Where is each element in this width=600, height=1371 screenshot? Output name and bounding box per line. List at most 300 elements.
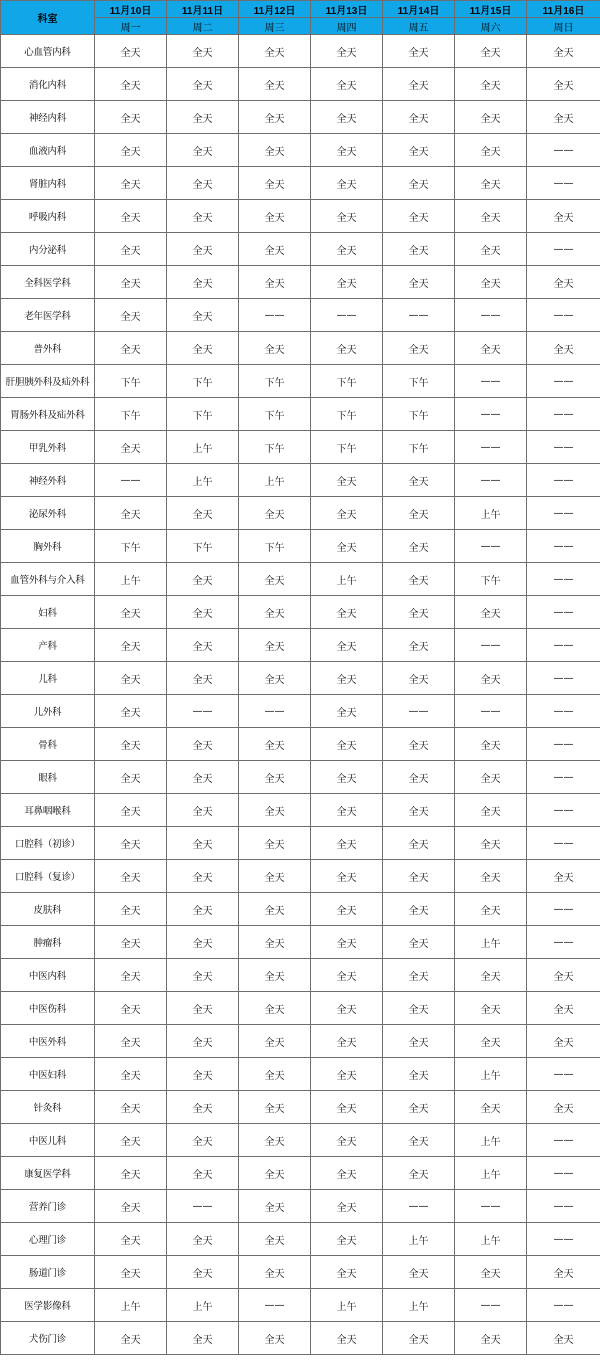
weekday-header-cell: 周四 — [311, 18, 383, 35]
schedule-cell: 全天 — [455, 662, 527, 695]
schedule-cell: 全天 — [239, 35, 311, 68]
schedule-cell: —— — [527, 761, 600, 794]
schedule-cell: 全天 — [167, 959, 239, 992]
table-row — [1, 1223, 600, 1256]
schedule-cell: 全天 — [455, 233, 527, 266]
schedule-cell: —— — [383, 299, 455, 332]
schedule-cell: —— — [527, 794, 600, 827]
table-row — [1, 926, 600, 959]
schedule-cell: —— — [167, 1190, 239, 1223]
schedule-cell: 全天 — [167, 1322, 239, 1355]
table-row — [1, 1058, 600, 1091]
schedule-cell: 全天 — [95, 827, 167, 860]
schedule-cell: 全天 — [383, 200, 455, 233]
schedule-cell: 全天 — [455, 794, 527, 827]
schedule-cell: 上午 — [167, 431, 239, 464]
schedule-cell: 全天 — [311, 761, 383, 794]
schedule-cell: 全天 — [167, 992, 239, 1025]
schedule-cell: 下午 — [383, 365, 455, 398]
schedule-cell: 全天 — [383, 464, 455, 497]
schedule-cell: 上午 — [167, 1289, 239, 1322]
schedule-cell: 全天 — [527, 200, 600, 233]
schedule-cell: 全天 — [455, 332, 527, 365]
schedule-cell: 全天 — [95, 332, 167, 365]
schedule-cell: 全天 — [167, 1091, 239, 1124]
department-name-cell: 肾脏内科 — [1, 167, 95, 200]
schedule-cell: 全天 — [311, 1025, 383, 1058]
schedule-cell: 全天 — [455, 761, 527, 794]
schedule-cell: 全天 — [239, 596, 311, 629]
schedule-cell: 全天 — [311, 332, 383, 365]
department-name-cell: 肠道门诊 — [1, 1256, 95, 1289]
schedule-cell: 全天 — [167, 827, 239, 860]
schedule-cell: —— — [455, 365, 527, 398]
schedule-cell: 全天 — [167, 860, 239, 893]
table-row — [1, 35, 600, 68]
department-name-cell: 耳鼻咽喉科 — [1, 794, 95, 827]
schedule-cell: 全天 — [239, 68, 311, 101]
department-name-cell: 中医内科 — [1, 959, 95, 992]
schedule-cell: 全天 — [239, 1157, 311, 1190]
department-name-cell: 眼科 — [1, 761, 95, 794]
schedule-cell: 上午 — [95, 563, 167, 596]
table-row — [1, 992, 600, 1025]
schedule-cell: 上午 — [239, 464, 311, 497]
department-name-cell: 神经内科 — [1, 101, 95, 134]
schedule-cell: 全天 — [383, 596, 455, 629]
schedule-cell: 上午 — [311, 1289, 383, 1322]
date-header-row — [1, 1, 600, 18]
table-row — [1, 101, 600, 134]
department-name-cell: 消化内科 — [1, 68, 95, 101]
department-name-cell: 营养门诊 — [1, 1190, 95, 1223]
schedule-cell: 全天 — [311, 1256, 383, 1289]
schedule-cell: 全天 — [95, 200, 167, 233]
department-name-cell: 内分泌科 — [1, 233, 95, 266]
schedule-cell: 全天 — [311, 200, 383, 233]
schedule-cell: 全天 — [95, 1091, 167, 1124]
schedule-cell: 全天 — [167, 761, 239, 794]
schedule-cell: 全天 — [239, 728, 311, 761]
schedule-cell: 全天 — [527, 266, 600, 299]
schedule-cell: 下午 — [311, 398, 383, 431]
schedule-cell: 全天 — [455, 200, 527, 233]
table-row — [1, 794, 600, 827]
schedule-cell: 全天 — [527, 1025, 600, 1058]
schedule-cell: 全天 — [167, 497, 239, 530]
schedule-cell: —— — [455, 431, 527, 464]
schedule-cell: 全天 — [239, 827, 311, 860]
schedule-cell: 全天 — [95, 431, 167, 464]
schedule-cell: 全天 — [239, 662, 311, 695]
weekday-header-cell: 周二 — [167, 18, 239, 35]
schedule-cell: 全天 — [95, 662, 167, 695]
schedule-cell: 全天 — [167, 629, 239, 662]
schedule-cell: 全天 — [239, 1190, 311, 1223]
department-name-cell: 普外科 — [1, 332, 95, 365]
schedule-cell: 全天 — [311, 1091, 383, 1124]
schedule-cell: 下午 — [239, 398, 311, 431]
department-name-cell: 骨科 — [1, 728, 95, 761]
schedule-cell: 全天 — [95, 629, 167, 662]
schedule-cell: —— — [455, 464, 527, 497]
schedule-cell: 全天 — [383, 1157, 455, 1190]
schedule-cell: 全天 — [167, 1058, 239, 1091]
date-header-cell: 11月15日 — [455, 1, 527, 18]
weekday-header-cell: 周日 — [527, 18, 600, 35]
schedule-cell: —— — [167, 695, 239, 728]
schedule-cell: 全天 — [527, 332, 600, 365]
department-name-cell: 呼吸内科 — [1, 200, 95, 233]
schedule-cell: 上午 — [95, 1289, 167, 1322]
schedule-cell: 全天 — [95, 1124, 167, 1157]
schedule-cell: 全天 — [95, 926, 167, 959]
schedule-cell: 下午 — [167, 530, 239, 563]
schedule-cell: 全天 — [167, 233, 239, 266]
schedule-cell: —— — [527, 299, 600, 332]
table-row — [1, 332, 600, 365]
schedule-cell: 全天 — [95, 695, 167, 728]
schedule-cell: —— — [527, 1157, 600, 1190]
schedule-cell: 全天 — [167, 794, 239, 827]
schedule-cell: 全天 — [311, 662, 383, 695]
department-name-cell: 儿外科 — [1, 695, 95, 728]
schedule-cell: 全天 — [311, 1058, 383, 1091]
schedule-cell: 全天 — [527, 860, 600, 893]
schedule-cell: 全天 — [383, 794, 455, 827]
schedule-cell: 下午 — [455, 563, 527, 596]
schedule-cell: 全天 — [455, 893, 527, 926]
schedule-cell: 全天 — [455, 1025, 527, 1058]
department-name-cell: 口腔科（初诊） — [1, 827, 95, 860]
schedule-cell: 全天 — [455, 167, 527, 200]
schedule-cell: 全天 — [383, 1322, 455, 1355]
schedule-cell: 全天 — [383, 959, 455, 992]
department-name-cell: 针灸科 — [1, 1091, 95, 1124]
schedule-cell: 全天 — [311, 629, 383, 662]
schedule-cell: 下午 — [239, 431, 311, 464]
schedule-cell: 上午 — [311, 563, 383, 596]
table-row — [1, 497, 600, 530]
schedule-cell: 全天 — [239, 959, 311, 992]
schedule-cell: —— — [527, 728, 600, 761]
department-name-cell: 肿瘤科 — [1, 926, 95, 959]
schedule-cell: 全天 — [455, 860, 527, 893]
schedule-cell: 全天 — [383, 101, 455, 134]
schedule-cell: —— — [527, 233, 600, 266]
department-name-cell: 泌尿外科 — [1, 497, 95, 530]
table-row — [1, 233, 600, 266]
schedule-cell: 全天 — [239, 332, 311, 365]
schedule-cell: 全天 — [311, 893, 383, 926]
table-row — [1, 1289, 600, 1322]
department-name-cell: 妇科 — [1, 596, 95, 629]
schedule-cell: —— — [455, 299, 527, 332]
schedule-cell: 上午 — [455, 1058, 527, 1091]
schedule-cell: 全天 — [455, 1256, 527, 1289]
schedule-cell: 下午 — [95, 398, 167, 431]
schedule-cell: 全天 — [311, 596, 383, 629]
schedule-cell: 全天 — [167, 1025, 239, 1058]
department-name-cell: 犬伤门诊 — [1, 1322, 95, 1355]
schedule-cell: 全天 — [455, 596, 527, 629]
table-body — [1, 35, 600, 1355]
department-name-cell: 全科医学科 — [1, 266, 95, 299]
schedule-cell: 全天 — [95, 233, 167, 266]
schedule-cell: 全天 — [311, 827, 383, 860]
schedule-cell: 全天 — [311, 68, 383, 101]
schedule-cell: 全天 — [383, 68, 455, 101]
schedule-cell: 全天 — [383, 35, 455, 68]
schedule-cell: 全天 — [383, 563, 455, 596]
schedule-cell: 全天 — [167, 1157, 239, 1190]
schedule-cell: 全天 — [95, 728, 167, 761]
schedule-cell: 全天 — [527, 101, 600, 134]
department-column-header: 科室 — [1, 1, 95, 35]
schedule-cell: 全天 — [311, 101, 383, 134]
department-name-cell: 胸外科 — [1, 530, 95, 563]
department-name-cell: 康复医学科 — [1, 1157, 95, 1190]
schedule-cell: 全天 — [167, 167, 239, 200]
schedule-cell: 全天 — [95, 959, 167, 992]
schedule-cell: 全天 — [311, 695, 383, 728]
weekday-header-cell: 周六 — [455, 18, 527, 35]
schedule-cell: 全天 — [239, 1322, 311, 1355]
schedule-cell: 全天 — [311, 926, 383, 959]
schedule-cell: 全天 — [95, 1058, 167, 1091]
schedule-cell: 全天 — [383, 497, 455, 530]
schedule-cell: 全天 — [95, 794, 167, 827]
schedule-cell: 全天 — [95, 596, 167, 629]
schedule-cell: 下午 — [239, 530, 311, 563]
schedule-cell: —— — [527, 365, 600, 398]
department-name-cell: 中医妇科 — [1, 1058, 95, 1091]
schedule-cell: 下午 — [95, 530, 167, 563]
schedule-cell: 全天 — [167, 926, 239, 959]
schedule-cell: 全天 — [167, 563, 239, 596]
schedule-cell: 下午 — [311, 365, 383, 398]
schedule-cell: 全天 — [455, 1091, 527, 1124]
schedule-cell: 全天 — [311, 959, 383, 992]
schedule-cell: 全天 — [95, 1025, 167, 1058]
weekday-header-cell: 周三 — [239, 18, 311, 35]
table-row — [1, 398, 600, 431]
schedule-cell: 全天 — [167, 662, 239, 695]
schedule-cell: 下午 — [167, 365, 239, 398]
schedule-cell: 全天 — [383, 1124, 455, 1157]
schedule-cell: 上午 — [383, 1289, 455, 1322]
schedule-cell: 全天 — [239, 1025, 311, 1058]
schedule-cell: —— — [527, 563, 600, 596]
schedule-cell: —— — [527, 1124, 600, 1157]
schedule-cell: —— — [527, 464, 600, 497]
schedule-cell: 全天 — [383, 167, 455, 200]
schedule-cell: 全天 — [383, 827, 455, 860]
schedule-cell: 上午 — [455, 1223, 527, 1256]
schedule-cell: 全天 — [383, 233, 455, 266]
schedule-cell: 全天 — [311, 794, 383, 827]
schedule-cell: 全天 — [167, 893, 239, 926]
schedule-cell: —— — [527, 398, 600, 431]
schedule-cell: 上午 — [455, 497, 527, 530]
table-row — [1, 266, 600, 299]
schedule-cell: —— — [239, 695, 311, 728]
schedule-cell: 全天 — [455, 35, 527, 68]
schedule-cell: 下午 — [239, 365, 311, 398]
schedule-cell: 全天 — [239, 266, 311, 299]
table-row — [1, 365, 600, 398]
schedule-cell: 全天 — [311, 233, 383, 266]
table-row — [1, 827, 600, 860]
schedule-cell: —— — [527, 134, 600, 167]
schedule-cell: —— — [455, 1289, 527, 1322]
schedule-cell: 全天 — [167, 101, 239, 134]
department-name-cell: 中医外科 — [1, 1025, 95, 1058]
schedule-cell: 全天 — [383, 134, 455, 167]
schedule-cell: 全天 — [383, 761, 455, 794]
schedule-cell: 全天 — [311, 464, 383, 497]
schedule-cell: —— — [527, 497, 600, 530]
schedule-cell: —— — [311, 299, 383, 332]
schedule-cell: —— — [455, 695, 527, 728]
schedule-cell: 全天 — [239, 563, 311, 596]
schedule-cell: 全天 — [167, 134, 239, 167]
schedule-cell: 全天 — [95, 1190, 167, 1223]
schedule-cell: 全天 — [239, 794, 311, 827]
schedule-cell: 上午 — [167, 464, 239, 497]
schedule-cell: 全天 — [239, 134, 311, 167]
schedule-cell: 全天 — [383, 530, 455, 563]
department-name-cell: 口腔科（复诊） — [1, 860, 95, 893]
weekday-header-cell: 周一 — [95, 18, 167, 35]
schedule-cell: —— — [455, 1190, 527, 1223]
schedule-cell: 上午 — [455, 1157, 527, 1190]
schedule-cell: 全天 — [95, 497, 167, 530]
schedule-cell: —— — [527, 827, 600, 860]
department-name-cell: 血管外科与介入科 — [1, 563, 95, 596]
schedule-cell: 全天 — [167, 1124, 239, 1157]
schedule-cell: 全天 — [383, 629, 455, 662]
schedule-cell: —— — [455, 530, 527, 563]
schedule-cell: 全天 — [383, 1025, 455, 1058]
schedule-cell: 下午 — [167, 398, 239, 431]
schedule-cell: 全天 — [455, 728, 527, 761]
date-header-cell: 11月12日 — [239, 1, 311, 18]
schedule-cell: 全天 — [455, 1322, 527, 1355]
table-row — [1, 959, 600, 992]
schedule-cell: —— — [527, 1058, 600, 1091]
table-row — [1, 1025, 600, 1058]
department-name-cell: 血液内科 — [1, 134, 95, 167]
table-row — [1, 893, 600, 926]
department-name-cell: 中医伤科 — [1, 992, 95, 1025]
schedule-cell: 全天 — [167, 299, 239, 332]
schedule-cell: 全天 — [239, 497, 311, 530]
schedule-cell: 全天 — [311, 1223, 383, 1256]
schedule-cell: 全天 — [239, 167, 311, 200]
schedule-cell: —— — [527, 695, 600, 728]
schedule-cell: 全天 — [239, 1256, 311, 1289]
date-header-cell: 11月13日 — [311, 1, 383, 18]
schedule-cell: 下午 — [311, 431, 383, 464]
schedule-cell: 全天 — [455, 134, 527, 167]
schedule-cell: 全天 — [167, 68, 239, 101]
schedule-cell: 全天 — [311, 134, 383, 167]
schedule-cell: 全天 — [527, 1256, 600, 1289]
schedule-cell: 全天 — [95, 992, 167, 1025]
schedule-cell: 全天 — [95, 1223, 167, 1256]
table-row — [1, 1322, 600, 1355]
date-header-cell: 11月11日 — [167, 1, 239, 18]
department-name-cell: 甲乳外科 — [1, 431, 95, 464]
table-row — [1, 299, 600, 332]
schedule-cell: 上午 — [455, 1124, 527, 1157]
schedule-cell: 全天 — [95, 35, 167, 68]
schedule-cell: 全天 — [527, 1322, 600, 1355]
schedule-cell: 全天 — [95, 1256, 167, 1289]
schedule-cell: 全天 — [383, 266, 455, 299]
department-name-cell: 胃肠外科及疝外科 — [1, 398, 95, 431]
schedule-cell: 全天 — [95, 167, 167, 200]
schedule-cell: 全天 — [167, 332, 239, 365]
table-row — [1, 464, 600, 497]
schedule-cell: 全天 — [455, 827, 527, 860]
schedule-cell: 全天 — [383, 893, 455, 926]
schedule-cell: 全天 — [383, 992, 455, 1025]
schedule-cell: 全天 — [311, 1157, 383, 1190]
department-name-cell: 心理门诊 — [1, 1223, 95, 1256]
schedule-cell: 全天 — [383, 662, 455, 695]
schedule-cell: 全天 — [239, 1223, 311, 1256]
schedule-cell: 全天 — [239, 992, 311, 1025]
schedule-cell: 全天 — [455, 992, 527, 1025]
table-row — [1, 563, 600, 596]
schedule-cell: 全天 — [239, 761, 311, 794]
schedule-cell: 下午 — [383, 398, 455, 431]
table-row — [1, 728, 600, 761]
table-row — [1, 68, 600, 101]
schedule-cell: 全天 — [167, 35, 239, 68]
department-name-cell: 医学影像科 — [1, 1289, 95, 1322]
schedule-cell: 全天 — [239, 1058, 311, 1091]
schedule-cell: 全天 — [95, 893, 167, 926]
schedule-cell: 全天 — [383, 1058, 455, 1091]
schedule-cell: 全天 — [239, 1124, 311, 1157]
department-name-cell: 老年医学科 — [1, 299, 95, 332]
table-row — [1, 596, 600, 629]
schedule-cell: 全天 — [527, 35, 600, 68]
schedule-cell: 全天 — [311, 860, 383, 893]
schedule-cell: 全天 — [95, 299, 167, 332]
date-header-cell: 11月16日 — [527, 1, 600, 18]
table-row — [1, 662, 600, 695]
schedule-cell: 全天 — [239, 629, 311, 662]
schedule-cell: 全天 — [167, 266, 239, 299]
schedule-cell: 上午 — [455, 926, 527, 959]
schedule-cell: 全天 — [167, 1223, 239, 1256]
schedule-cell: 全天 — [383, 926, 455, 959]
schedule-cell: 全天 — [95, 860, 167, 893]
department-name-cell: 神经外科 — [1, 464, 95, 497]
schedule-cell: 全天 — [527, 68, 600, 101]
schedule-cell: 全天 — [527, 1091, 600, 1124]
schedule-cell: —— — [527, 431, 600, 464]
weekday-header-cell: 周五 — [383, 18, 455, 35]
date-header-cell: 11月10日 — [95, 1, 167, 18]
table-row — [1, 1091, 600, 1124]
schedule-cell: 全天 — [455, 959, 527, 992]
schedule-cell: 全天 — [383, 1091, 455, 1124]
